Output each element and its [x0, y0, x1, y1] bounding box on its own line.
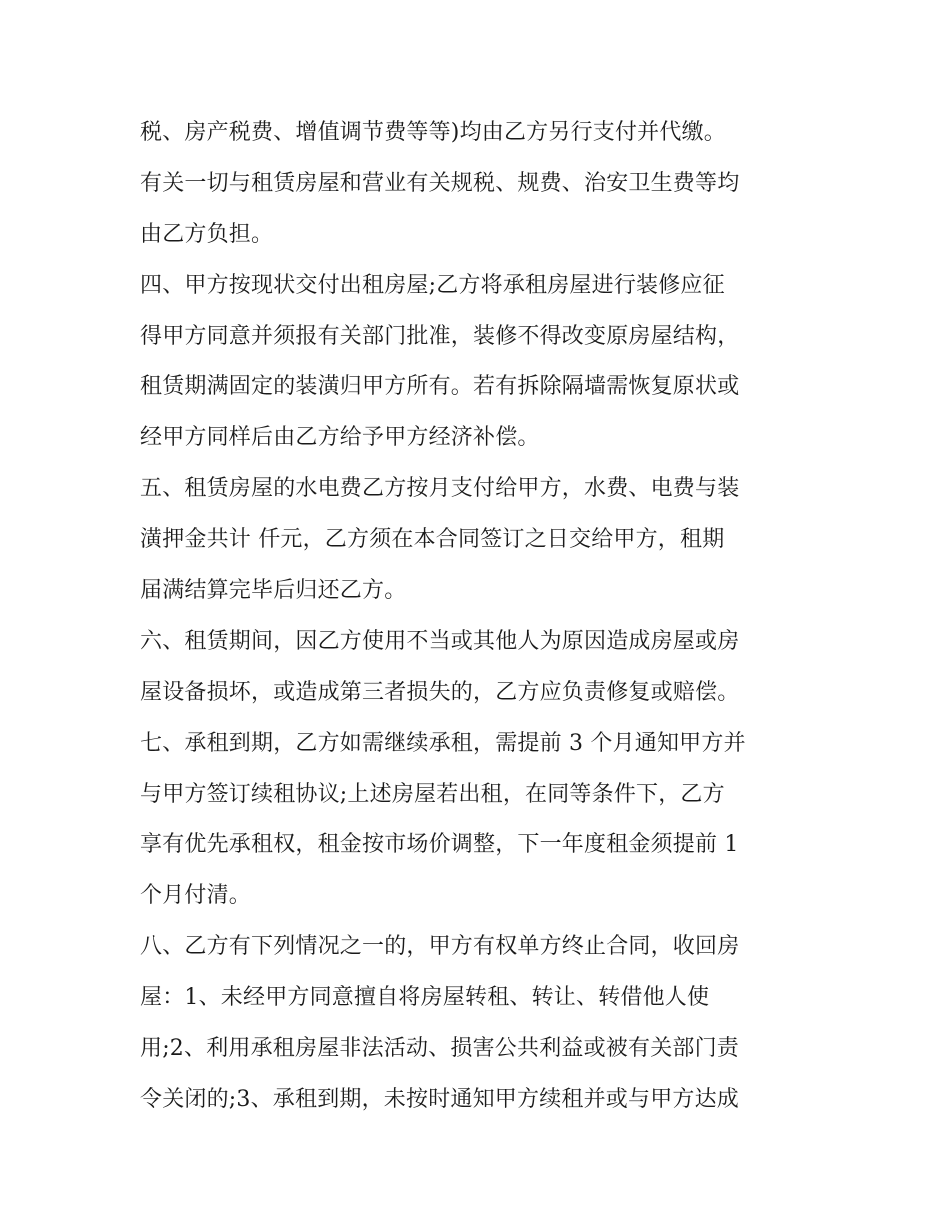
text-line: 六、租赁期间，因乙方使用不当或其他人为原因造成房屋或房 [140, 628, 740, 654]
text-line: 得甲方同意并须报有关部门批准，装修不得改变原房屋结构， [140, 323, 740, 349]
text-line: 屋设备损坏，或造成第三者损失的，乙方应负责修复或赔偿。 [140, 679, 740, 705]
text-line: 税、房产税费、增值调节费等等)均由乙方另行支付并代缴。 [140, 120, 726, 145]
text-line: 四、甲方按现状交付出租房屋;乙方将承租房屋进行装修应征 [140, 272, 725, 298]
text-line: 五、租赁房屋的水电费乙方按月支付给甲方，水费、电费与装 [140, 476, 740, 502]
text-line: 令关闭的;3、承租到期，未按时通知甲方续租并或与甲方达成 [140, 1086, 740, 1112]
text-line: 享有优先承租权，租金按市场价调整，下一年度租金须提前 1 [140, 832, 739, 858]
text-line: 由乙方负担。 [140, 221, 274, 247]
text-line: 有关一切与租赁房屋和营业有关规税、规费、治安卫生费等均 [140, 170, 740, 196]
text-line: 经甲方同样后由乙方给予甲方经济补偿。 [140, 425, 540, 451]
text-line: 届满结算完毕后归还乙方。 [140, 578, 407, 604]
text-line: 租赁期满固定的装潢归甲方所有。若有拆除隔墙需恢复原状或 [140, 374, 740, 400]
document-body [140, 108, 820, 1126]
text-line: 七、承租到期，乙方如需继续承租，需提前 3 个月通知甲方并 [140, 730, 746, 756]
text-line: 用;2、利用承租房屋非法活动、损害公共利益或被有关部门责 [140, 1036, 740, 1062]
text-line: 屋：1、未经甲方同意擅自将房屋转租、转让、转借他人使 [140, 985, 710, 1011]
text-line: 潢押金共计 仟元，乙方须在本合同签订之日交给甲方，租期 [140, 527, 725, 553]
text-line: 八、乙方有下列情况之一的，甲方有权单方终止合同，收回房 [140, 934, 740, 960]
text-line: 个月付清。 [140, 883, 252, 909]
text-line: 与甲方签订续租协议;上述房屋若出租，在同等条件下，乙方 [140, 781, 725, 807]
